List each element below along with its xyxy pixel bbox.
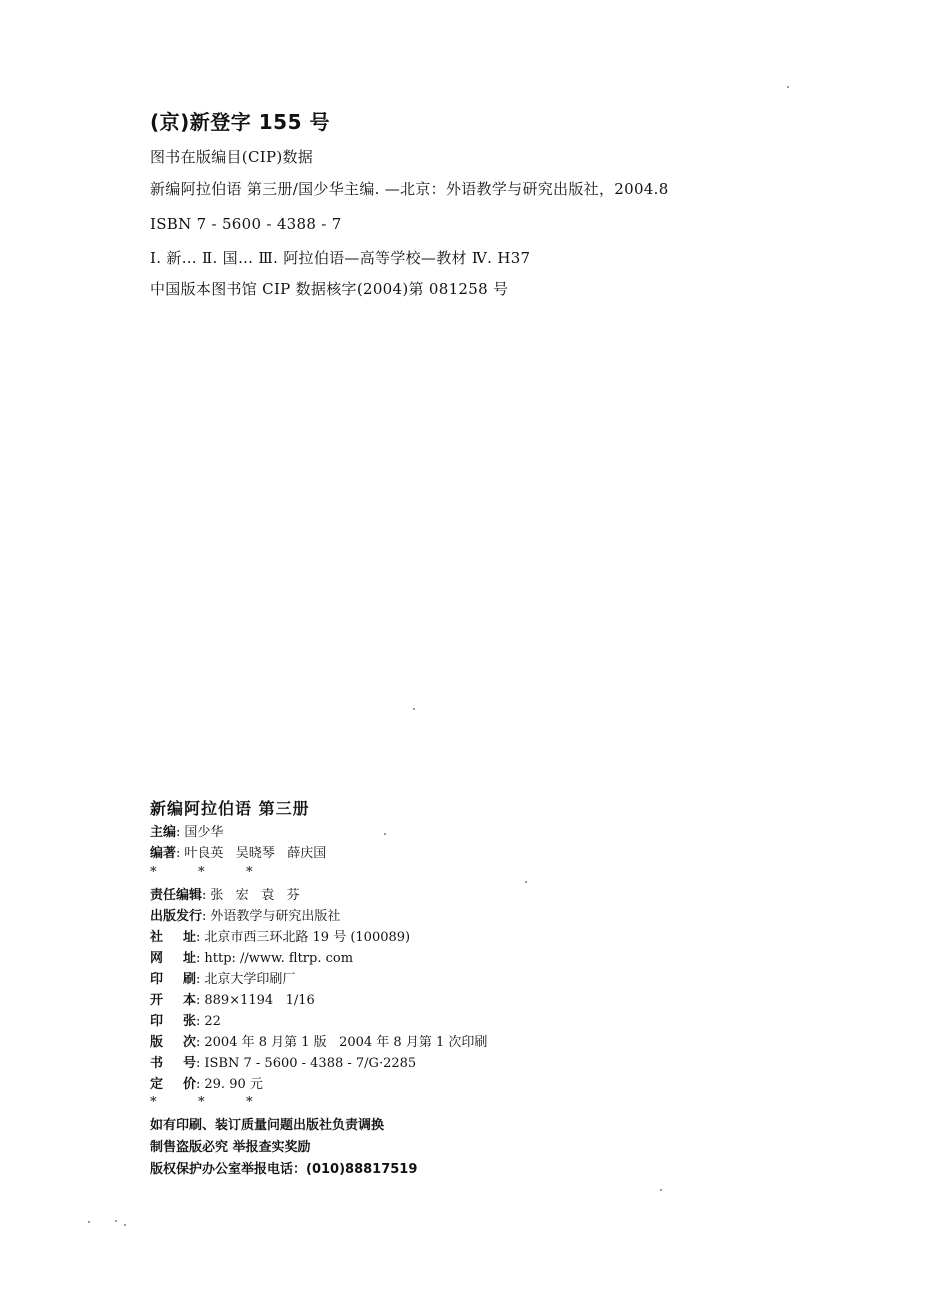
scan-speck	[413, 708, 415, 710]
scan-speck	[115, 1220, 117, 1222]
website-value: http: //www. fltrp. com	[204, 951, 354, 966]
authors-value: 叶良英 吴晓琴 薛庆国	[184, 846, 327, 861]
colophon-responsible-editor: 责任编辑 : 张 宏 袁 芬	[150, 884, 300, 903]
colophon-website: 网 址 : http: //www. fltrp. com	[150, 947, 353, 966]
cip-isbn-line: ISBN 7 - 5600 - 4388 - 7	[150, 215, 342, 233]
colophon-printer: 印 刷 : 北京大学印刷厂	[150, 968, 295, 987]
scan-speck	[660, 1189, 662, 1191]
responsible-editor-value: 张 宏 袁 芬	[210, 888, 300, 903]
notice-quality: 如有印刷、装订质量问题出版社负责调换	[150, 1118, 385, 1133]
registration-number: (京)新登字 155 号	[150, 110, 330, 134]
book-number-label: 书 号	[150, 1056, 196, 1071]
separator-star: *	[198, 1095, 205, 1110]
book-number-value: ISBN 7 - 5600 - 4388 - 7/G·2285	[204, 1056, 417, 1071]
colophon-format: 开 本 : 889×1194 1/16	[150, 989, 315, 1008]
address-value: 北京市西三环北路 19 号 (100089)	[204, 930, 411, 945]
colophon-publisher: 出版发行 : 外语教学与研究出版社	[150, 905, 340, 924]
cip-heading: 图书在版编目(CIP)数据	[150, 148, 314, 166]
scan-speck	[525, 881, 527, 883]
separator-star: *	[246, 1095, 253, 1110]
cip-classification-line: Ⅰ. 新… Ⅱ. 国… Ⅲ. 阿拉伯语—高等学校—教材 Ⅳ. H37	[150, 249, 531, 267]
printer-value: 北京大学印刷厂	[204, 972, 296, 987]
colophon-separator-1	[150, 865, 294, 880]
address-label: 社 址	[150, 930, 196, 945]
colophon-price: 定 价 : 29. 90 元	[150, 1073, 263, 1092]
price-value: 29. 90 元	[204, 1077, 263, 1092]
sheets-value: 22	[204, 1014, 221, 1029]
colophon-separator-2	[150, 1095, 294, 1110]
colophon-sheets: 印 张 : 22	[150, 1010, 221, 1029]
colophon-edition: 版 次 : 2004 年 8 月第 1 版 2004 年 8 月第 1 次印刷	[150, 1031, 487, 1050]
separator-star: *	[150, 1095, 157, 1110]
notice-piracy: 制售盗版必究 举报查实奖励	[150, 1140, 311, 1155]
publisher-value: 外语教学与研究出版社	[210, 909, 341, 924]
colophon-book-number: 书 号 : ISBN 7 - 5600 - 4388 - 7/G·2285	[150, 1052, 416, 1071]
notice-hotline: 版权保护办公室举报电话：(010)88817519	[150, 1162, 418, 1177]
publisher-label: 出版发行	[150, 909, 203, 924]
sheets-label: 印 张	[150, 1014, 196, 1029]
separator-star: *	[150, 865, 157, 880]
colophon-address: 社 址 : 北京市西三环北路 19 号 (100089)	[150, 926, 410, 945]
chief-editor-value: 国少华	[184, 825, 224, 840]
responsible-editor-label: 责任编辑	[150, 888, 203, 903]
cip-title-line: 新编阿拉伯语 第三册/国少华主编. —北京：外语教学与研究出版社，2004.8	[150, 180, 669, 198]
edition-label: 版 次	[150, 1035, 196, 1050]
colophon-authors: 编著 : 叶良英 吴晓琴 薛庆国	[150, 842, 326, 861]
chief-editor-label: 主编	[150, 825, 177, 840]
cip-record-line: 中国版本图书馆 CIP 数据核字(2004)第 081258 号	[150, 280, 509, 298]
format-label: 开 本	[150, 993, 196, 1008]
scan-speck	[787, 86, 789, 88]
website-label: 网 址	[150, 951, 196, 966]
format-value: 889×1194 1/16	[204, 993, 315, 1008]
price-label: 定 价	[150, 1077, 196, 1092]
scan-speck	[384, 833, 386, 835]
separator-star: *	[246, 865, 253, 880]
scan-speck	[88, 1221, 90, 1223]
edition-value: 2004 年 8 月第 1 版 2004 年 8 月第 1 次印刷	[204, 1035, 488, 1050]
colophon-chief-editor: 主编 : 国少华	[150, 821, 223, 840]
scan-speck	[124, 1224, 126, 1226]
colophon-book-title: 新编阿拉伯语 第三册	[150, 799, 310, 818]
printer-label: 印 刷	[150, 972, 196, 987]
separator-star: *	[198, 865, 205, 880]
authors-label: 编著	[150, 846, 177, 861]
